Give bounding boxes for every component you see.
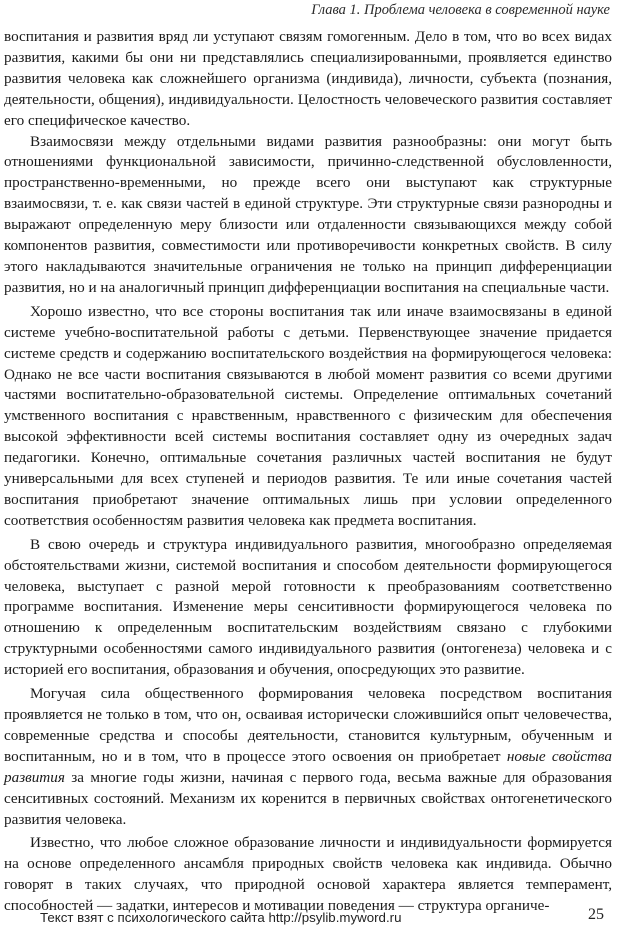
- page-body: [4, 27, 612, 917]
- paragraph-2: Взаимосвязи между отдельными видами развития разнообразны: они могут быть отношениями функциональной зависимости, причинно-следственной обусловленности, пространственно-временными, но прежде всего они выступают как структурные взаимосвязи, т. е. как связи частей в единой структуре. Эти структурные связи разнородны и выражают определенную меру близости или отдаленности связывающихся между собой компонентов развития, совместимости или противоречивости конкретных свойств. В силу этого накладываются значительные ограничения не только на принцип дифференциации развития, но и на аналогичный принцип дифференциации воспитания на специальные части.: [4, 132, 612, 296]
- paragraph-5-text-start: Могучая сила общественного формирования человека посредством воспитания проявляется не только в том, что он, осваивая исторически сложившийся опыт человечества, современные средства и способы деятельности, становится культурным, обученным и воспитанным, но и в том, что в процессе этого освоения он приобретает: [4, 685, 612, 765]
- paragraph-6: Известно, что любое сложное образование личности и индивидуальности формируется на основе определенного ансамбля природных свойств человека как индивида. Обычно говорят в таких случаях, что природной основой характера является темперамент, способностей — задатки, интересов и мотивации поведения — структура органиче-: [4, 834, 612, 915]
- paragraph-5: [4, 684, 612, 830]
- italic-term: новые свойства развития: [4, 747, 612, 786]
- paragraph-5-text-end: за многие годы жизни, начиная с первого года, весьма важные для образования сенситивных состояний. Механизм их коренится в первичных свойствах онтогенетического развития человека.: [4, 768, 612, 828]
- source-note: Текст взят с психологического сайта http://psylib.myword.ru: [40, 910, 402, 925]
- paragraph-1: воспитания и развития вряд ли уступают связям гомогенным. Дело в том, что во всех видах развития, какими бы они ни представлялись специализированными, проявляется единство развития человека как сложнейшего организма (индивида), личности, субъекта (познания, деятельности, общения), индивидуальности. Целостность человеческого развития составляет его специфическое качество.: [4, 28, 612, 129]
- paragraph-4: В свою очередь и структура индивидуального развития, многообразно определяемая обстоятельствами жизни, системой воспитания и способом деятельности формирующегося человека, выступает с разной мерой готовности к преобразованиям соответственно программе воспитания. Изменение меры сенситивности формирующегося человека по отношению к определенным воспитательским воздействиям связано с глубокими структурными особенностями самого индивидуального развития (онтогенеза) человека и с историей его воспитания, образования и обучения, опосредующих это развитие.: [4, 535, 612, 679]
- page-number: 25: [588, 906, 604, 923]
- paragraph-3: Хорошо известно, что все стороны воспитания так или иначе взаимосвязаны в единой системе учебно-воспитательной работы с детьми. Первенствующее значение придается системе средств и содержанию воспитательского воздействия на формирующегося человека: Однако не все части воспитания связываются в любой момент развития со всеми другими частями воспитательно-образовательной системы. Определение оптимальных сочетаний умственного воспитания с нравственным, нравственного с физическим для обеспечения высокой эффективности всей системы воспитания составляет одну из очередных задач педагогики. Конечно, оптимальные сочетания различных частей воспитания не будут универсальными для всех ступеней и периодов развития. Те или иные сочетания частей воспитания приобретают значение оптимальных лишь при условии определенного соответствия особенностям развития человека как предмета воспитания.: [4, 302, 612, 529]
- running-header: Глава 1. Проблема человека в современной науке: [311, 2, 610, 18]
